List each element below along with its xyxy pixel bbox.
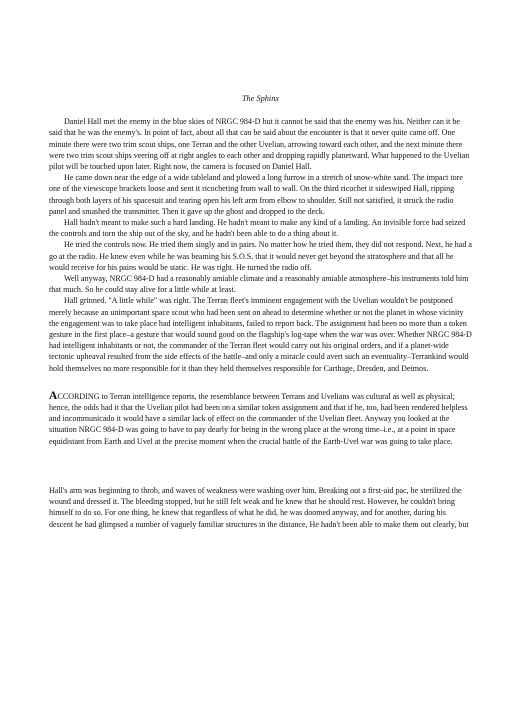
paragraph: Well anyway, NRGC 984-D had a reasonably amiable climate and a reasonably amiable atmosphere–his instruments told him that much. So he could stay alive for a little while at least. [49,274,469,295]
section-3 [49,485,472,530]
paragraph: Daniel Hall met the enemy in the blue skies of NRGC 984-D but it cannot be said that the enemy was his. Neither can it be said that he was the enemy's. In point of fact, about all that can be said about the encounter is that it never quite came off. One minute there were two trim scout ships, one Terran and the other Uvelian, arrowing toward each other, and the next minute there were two trim scout ships veering off at right angles to each other and dropping rapidly planetward. What happened to the Uvelian pilot will be touched upon later. Right now, the camera is focused on Daniel Hall. [49,117,470,172]
paragraph-text: to Terran intelligence reports, the resemblance between Terrans and Uvelians was cultural as well as physical; hence, the odds had it that the Uvelian pilot had been on a similar token assignment and that if he, too, had been rendered helpless and incommunicado it would have a similar lack of effect on the commander of the Uvelian fleet. Anyway you looked at the situation NRGC 984-D was going to have to pay dearly for being in the wrong place at the wrong time–i.e., at a point in space equidistant from Earth and Uvel at the precise moment when the crucial battle of the Earth-Uvel war was going to take place. [49,391,468,446]
paragraph: Hall's arm was beginning to throb, and waves of weakness were washing over him. Breaking out a first-aid pac, he sterilized the wound and dressed it. The bleeding stopped, but he still felt weak and he knew that he should rest. However, he couldn't bring himself to do so. For one thing, he knew that regardless of what he did, he was doomed anyway, and for another, during his descent he had glimpsed a number of vaguely familiar structures in the distance, He hadn't been able to make them out clearly, but [49,485,469,529]
dropcap-letter: A [49,389,58,402]
paragraph: He came down near the edge of a wide tableland and plowed a long furrow in a stretch of snow-white sand. The impact tore one of the viewscope brackets loose and sent it ricocheting from wall to wall. On the third ricochet it sideswiped Hall, ripping through both layers of his spacesuit and tearing open his left arm from elbow to shoulder. Still not satisfied, it struck the radio panel and smashed the transmitter. Then it gave up the ghost and dropped to the deck. [49,173,463,216]
section-1 [49,116,472,374]
document-title: The Sphinx [241,94,280,103]
paragraph: He tried the controls now. He tried them singly and in pairs. No matter how he tried them, they did not respond. Next, he had a go at the radio. He knew even while he was beaming his S.O.S. that it would never get beyond the stratosphere and that all he would receive for his pains would be static. He was right. He turned the radio off. [49,240,472,272]
dropcap-word-rest: CCORDING [57,391,100,401]
dropcap-paragraph [49,391,472,447]
paragraph: Hall grinned. "A little while" was right. The Terran fleet's imminent engagement with the Uvelian wouldn't be postponed merely because an unimportant space scout who had been sent on ahead to determine whether or not the planet in whose vicinity the engagement was to take place had intelligent inhabitants, failed to report back. The assignment had been no more than a token gesture in the first place–a gesture that would sound good on the flagship's log-tape when the war was over. Whether NRGC 984-D had intelligent inhabitants or not, the commander of the Terran fleet would carry out his original orders, and if a planet-wide tectonic upheaval resulted from the side effects of the battle–and only a miracle could avert such an eventuality–Terrankind would hold themselves no more responsible for it than they held themselves responsible for Carthage, Dresden, and Deimos. [49,296,472,373]
section-2 [49,391,472,447]
paragraph: Hall hadn't meant to make such a hard landing. He hadn't meant to make any kind of a landing. An invisible force had seized the controls and torn the ship out of the sky, and he hadn't been able to do a thing about it. [49,218,466,239]
